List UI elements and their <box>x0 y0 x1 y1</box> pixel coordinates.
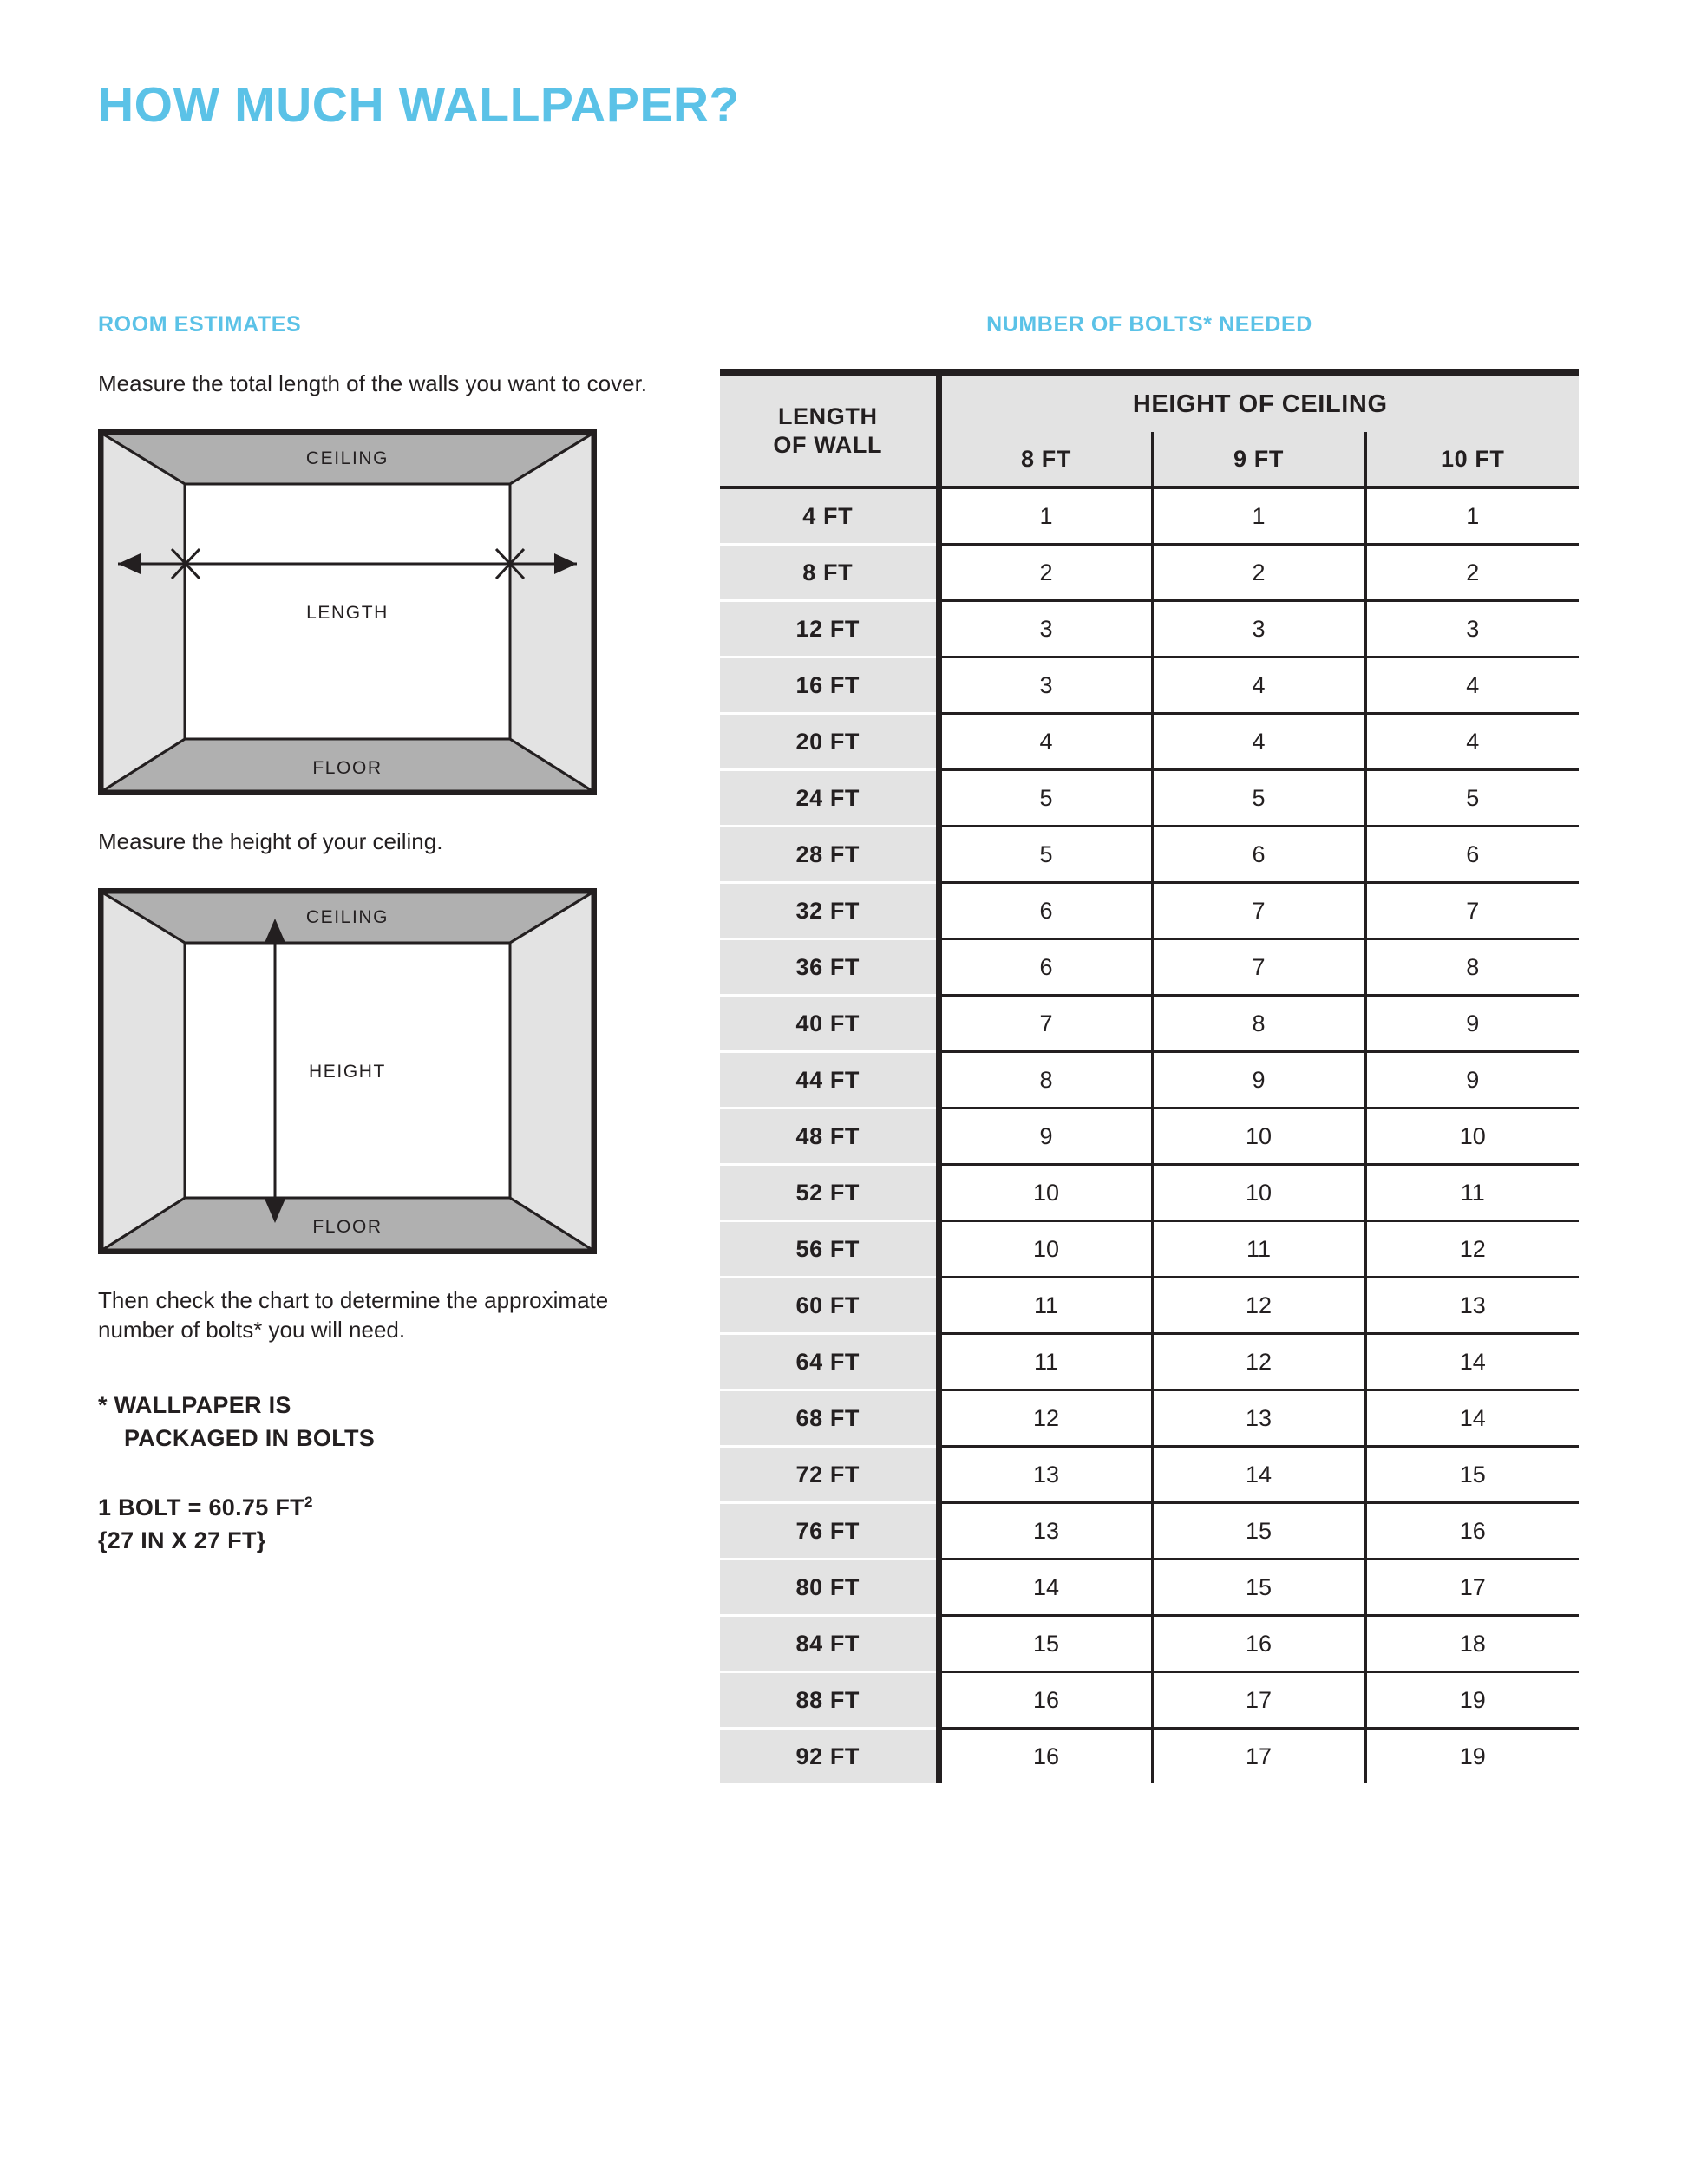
cell-9ft: 17 <box>1152 1729 1365 1784</box>
cell-9ft: 7 <box>1152 883 1365 939</box>
instruction-step-2: Measure the height of your ceiling. <box>98 828 443 855</box>
header-col-9ft: 9 FT <box>1152 432 1365 486</box>
cell-10ft: 16 <box>1365 1503 1579 1560</box>
row-label: 36 FT <box>720 939 939 996</box>
cell-10ft: 9 <box>1365 1052 1579 1108</box>
bolts-table <box>720 369 1579 1783</box>
table-row <box>720 1052 1579 1108</box>
row-label: 20 FT <box>720 714 939 770</box>
cell-10ft: 5 <box>1365 770 1579 827</box>
cell-8ft: 6 <box>939 939 1152 996</box>
header-col-8ft: 8 FT <box>939 432 1152 486</box>
table-row <box>720 1447 1579 1503</box>
cell-8ft: 5 <box>939 827 1152 883</box>
table-header-group-row <box>720 376 1579 432</box>
row-label: 72 FT <box>720 1447 939 1503</box>
row-label: 52 FT <box>720 1165 939 1221</box>
cell-9ft: 10 <box>1152 1108 1365 1165</box>
cell-8ft: 7 <box>939 996 1152 1052</box>
bolt-note-line-1: 1 BOLT = 60.75 FT <box>98 1494 304 1520</box>
cell-8ft: 2 <box>939 545 1152 601</box>
cell-9ft: 8 <box>1152 996 1365 1052</box>
table-row <box>720 714 1579 770</box>
cell-9ft: 4 <box>1152 714 1365 770</box>
cell-8ft: 11 <box>939 1334 1152 1390</box>
row-label: 92 FT <box>720 1729 939 1784</box>
row-label: 60 FT <box>720 1278 939 1334</box>
row-label: 64 FT <box>720 1334 939 1390</box>
table-row <box>720 883 1579 939</box>
table-top-rule <box>720 369 1579 376</box>
footnote-line-1: * WALLPAPER IS <box>98 1392 291 1419</box>
cell-9ft: 1 <box>1152 489 1365 545</box>
diagram-label-ceiling: CEILING <box>305 448 389 469</box>
header-length-line-1: LENGTH <box>777 403 878 430</box>
room-estimates-column <box>98 312 653 1557</box>
bolt-note-superscript: 2 <box>304 1493 313 1510</box>
row-label: 88 FT <box>720 1672 939 1729</box>
cell-8ft: 15 <box>939 1616 1152 1672</box>
table-row <box>720 1165 1579 1221</box>
row-label: 24 FT <box>720 770 939 827</box>
instruction-step-1: Measure the total length of the walls you want to cover. <box>98 370 648 396</box>
row-label: 4 FT <box>720 489 939 545</box>
cell-8ft: 13 <box>939 1447 1152 1503</box>
room-diagram-height <box>98 888 597 1254</box>
cell-10ft: 19 <box>1365 1672 1579 1729</box>
page-title: HOW MUCH WALLPAPER? <box>98 77 740 133</box>
cell-8ft: 6 <box>939 883 1152 939</box>
cell-8ft: 4 <box>939 714 1152 770</box>
row-label: 76 FT <box>720 1503 939 1560</box>
cell-10ft: 13 <box>1365 1278 1579 1334</box>
row-label: 16 FT <box>720 657 939 714</box>
row-label: 12 FT <box>720 601 939 657</box>
cell-8ft: 3 <box>939 601 1152 657</box>
cell-10ft: 19 <box>1365 1729 1579 1784</box>
table-row <box>720 545 1579 601</box>
row-label: 84 FT <box>720 1616 939 1672</box>
cell-9ft: 12 <box>1152 1334 1365 1390</box>
table-row <box>720 1560 1579 1616</box>
cell-9ft: 9 <box>1152 1052 1365 1108</box>
diagram-label-floor: FLOOR <box>312 1216 383 1237</box>
table-row <box>720 1108 1579 1165</box>
cell-8ft: 16 <box>1032 1743 1060 1769</box>
table-row <box>720 996 1579 1052</box>
cell-9ft: 3 <box>1152 601 1365 657</box>
cell-9ft: 12 <box>1152 1278 1365 1334</box>
row-label: 32 FT <box>720 883 939 939</box>
cell-8ft: 10 <box>939 1221 1152 1278</box>
table-row <box>720 1729 1579 1784</box>
header-length-of-wall <box>720 376 939 486</box>
diagram-label-height: HEIGHT <box>309 1061 386 1082</box>
row-label: 8 FT <box>720 545 939 601</box>
cell-9ft: 5 <box>1152 770 1365 827</box>
bolts-table-column <box>720 312 1587 1783</box>
table-row <box>720 1390 1579 1447</box>
row-label: 68 FT <box>720 1390 939 1447</box>
cell-10ft: 11 <box>1365 1165 1579 1221</box>
cell-9ft: 2 <box>1152 545 1365 601</box>
section-heading-room-estimates: ROOM ESTIMATES <box>98 312 302 337</box>
table-row <box>720 489 1579 545</box>
table-row <box>720 1278 1579 1334</box>
table-row <box>720 827 1579 883</box>
cell-10ft: 4 <box>1365 657 1579 714</box>
room-diagram-length <box>98 429 597 795</box>
cell-10ft: 15 <box>1365 1447 1579 1503</box>
cell-10ft: 4 <box>1365 714 1579 770</box>
header-col-10ft: 10 FT <box>1365 432 1579 486</box>
table-row <box>720 657 1579 714</box>
cell-9ft: 7 <box>1152 939 1365 996</box>
cell-9ft: 13 <box>1152 1390 1365 1447</box>
cell-8ft: 16 <box>939 1672 1152 1729</box>
table-row <box>720 1334 1579 1390</box>
row-label: 80 FT <box>720 1560 939 1616</box>
cell-10ft: 6 <box>1365 827 1579 883</box>
cell-10ft: 2 <box>1365 545 1579 601</box>
cell-9ft: 11 <box>1152 1221 1365 1278</box>
table-row <box>720 939 1579 996</box>
table-row <box>720 1503 1579 1560</box>
row-label: 48 FT <box>720 1108 939 1165</box>
cell-10ft: 18 <box>1365 1616 1579 1672</box>
cell-10ft: 17 <box>1365 1560 1579 1616</box>
cell-8ft: 8 <box>939 1052 1152 1108</box>
cell-10ft: 14 <box>1365 1390 1579 1447</box>
table-row <box>720 770 1579 827</box>
table-top-rule-row <box>720 369 1579 376</box>
cell-9ft: 15 <box>1152 1503 1365 1560</box>
diagram-label-length: LENGTH <box>306 603 389 624</box>
cell-9ft: 15 <box>1152 1560 1365 1616</box>
cell-8ft: 9 <box>939 1108 1152 1165</box>
cell-8ft: 3 <box>939 657 1152 714</box>
cell-10ft: 8 <box>1365 939 1579 996</box>
diagram-label-ceiling: CEILING <box>305 906 389 927</box>
row-label: 40 FT <box>720 996 939 1052</box>
cell-9ft: 4 <box>1152 657 1365 714</box>
cell-8ft: 14 <box>939 1560 1152 1616</box>
cell-10ft: 3 <box>1365 601 1579 657</box>
cell-9ft: 10 <box>1152 1165 1365 1221</box>
cell-9ft: 17 <box>1152 1672 1365 1729</box>
bolt-size-note <box>98 1492 653 1558</box>
wallpaper-footnote <box>98 1390 653 1455</box>
cell-10ft: 1 <box>1365 489 1579 545</box>
diagram-label-floor: FLOOR <box>312 758 383 779</box>
cell-9ft: 6 <box>1152 827 1365 883</box>
cell-8ft: 13 <box>939 1503 1152 1560</box>
cell-8ft: 12 <box>939 1390 1152 1447</box>
footnote-line-2: PACKAGED IN BOLTS <box>124 1425 376 1452</box>
section-heading-bolts: NUMBER OF BOLTS* NEEDED <box>986 312 1312 337</box>
table-row <box>720 1221 1579 1278</box>
cell-10ft: 10 <box>1365 1108 1579 1165</box>
cell-8ft: 1 <box>939 489 1152 545</box>
table-row <box>720 1616 1579 1672</box>
cell-10ft: 12 <box>1365 1221 1579 1278</box>
cell-10ft: 7 <box>1365 883 1579 939</box>
row-label: 28 FT <box>720 827 939 883</box>
row-label: 44 FT <box>720 1052 939 1108</box>
cell-8ft: 10 <box>939 1165 1152 1221</box>
cell-9ft: 14 <box>1152 1447 1365 1503</box>
header-height-of-ceiling: HEIGHT OF CEILING <box>939 376 1579 432</box>
cell-9ft: 16 <box>1152 1616 1365 1672</box>
table-row <box>720 1672 1579 1729</box>
cell-8ft: 5 <box>939 770 1152 827</box>
row-label: 56 FT <box>720 1221 939 1278</box>
cell-10ft: 14 <box>1365 1334 1579 1390</box>
header-length-line-2: OF WALL <box>773 432 883 458</box>
table-row <box>720 601 1579 657</box>
cell-10ft: 9 <box>1365 996 1579 1052</box>
bolt-note-line-2: {27 IN X 27 FT} <box>98 1527 266 1553</box>
instruction-step-3: Then check the chart to determine the approximate number of bolts* you will need. <box>98 1286 609 1343</box>
cell-8ft: 11 <box>939 1278 1152 1334</box>
